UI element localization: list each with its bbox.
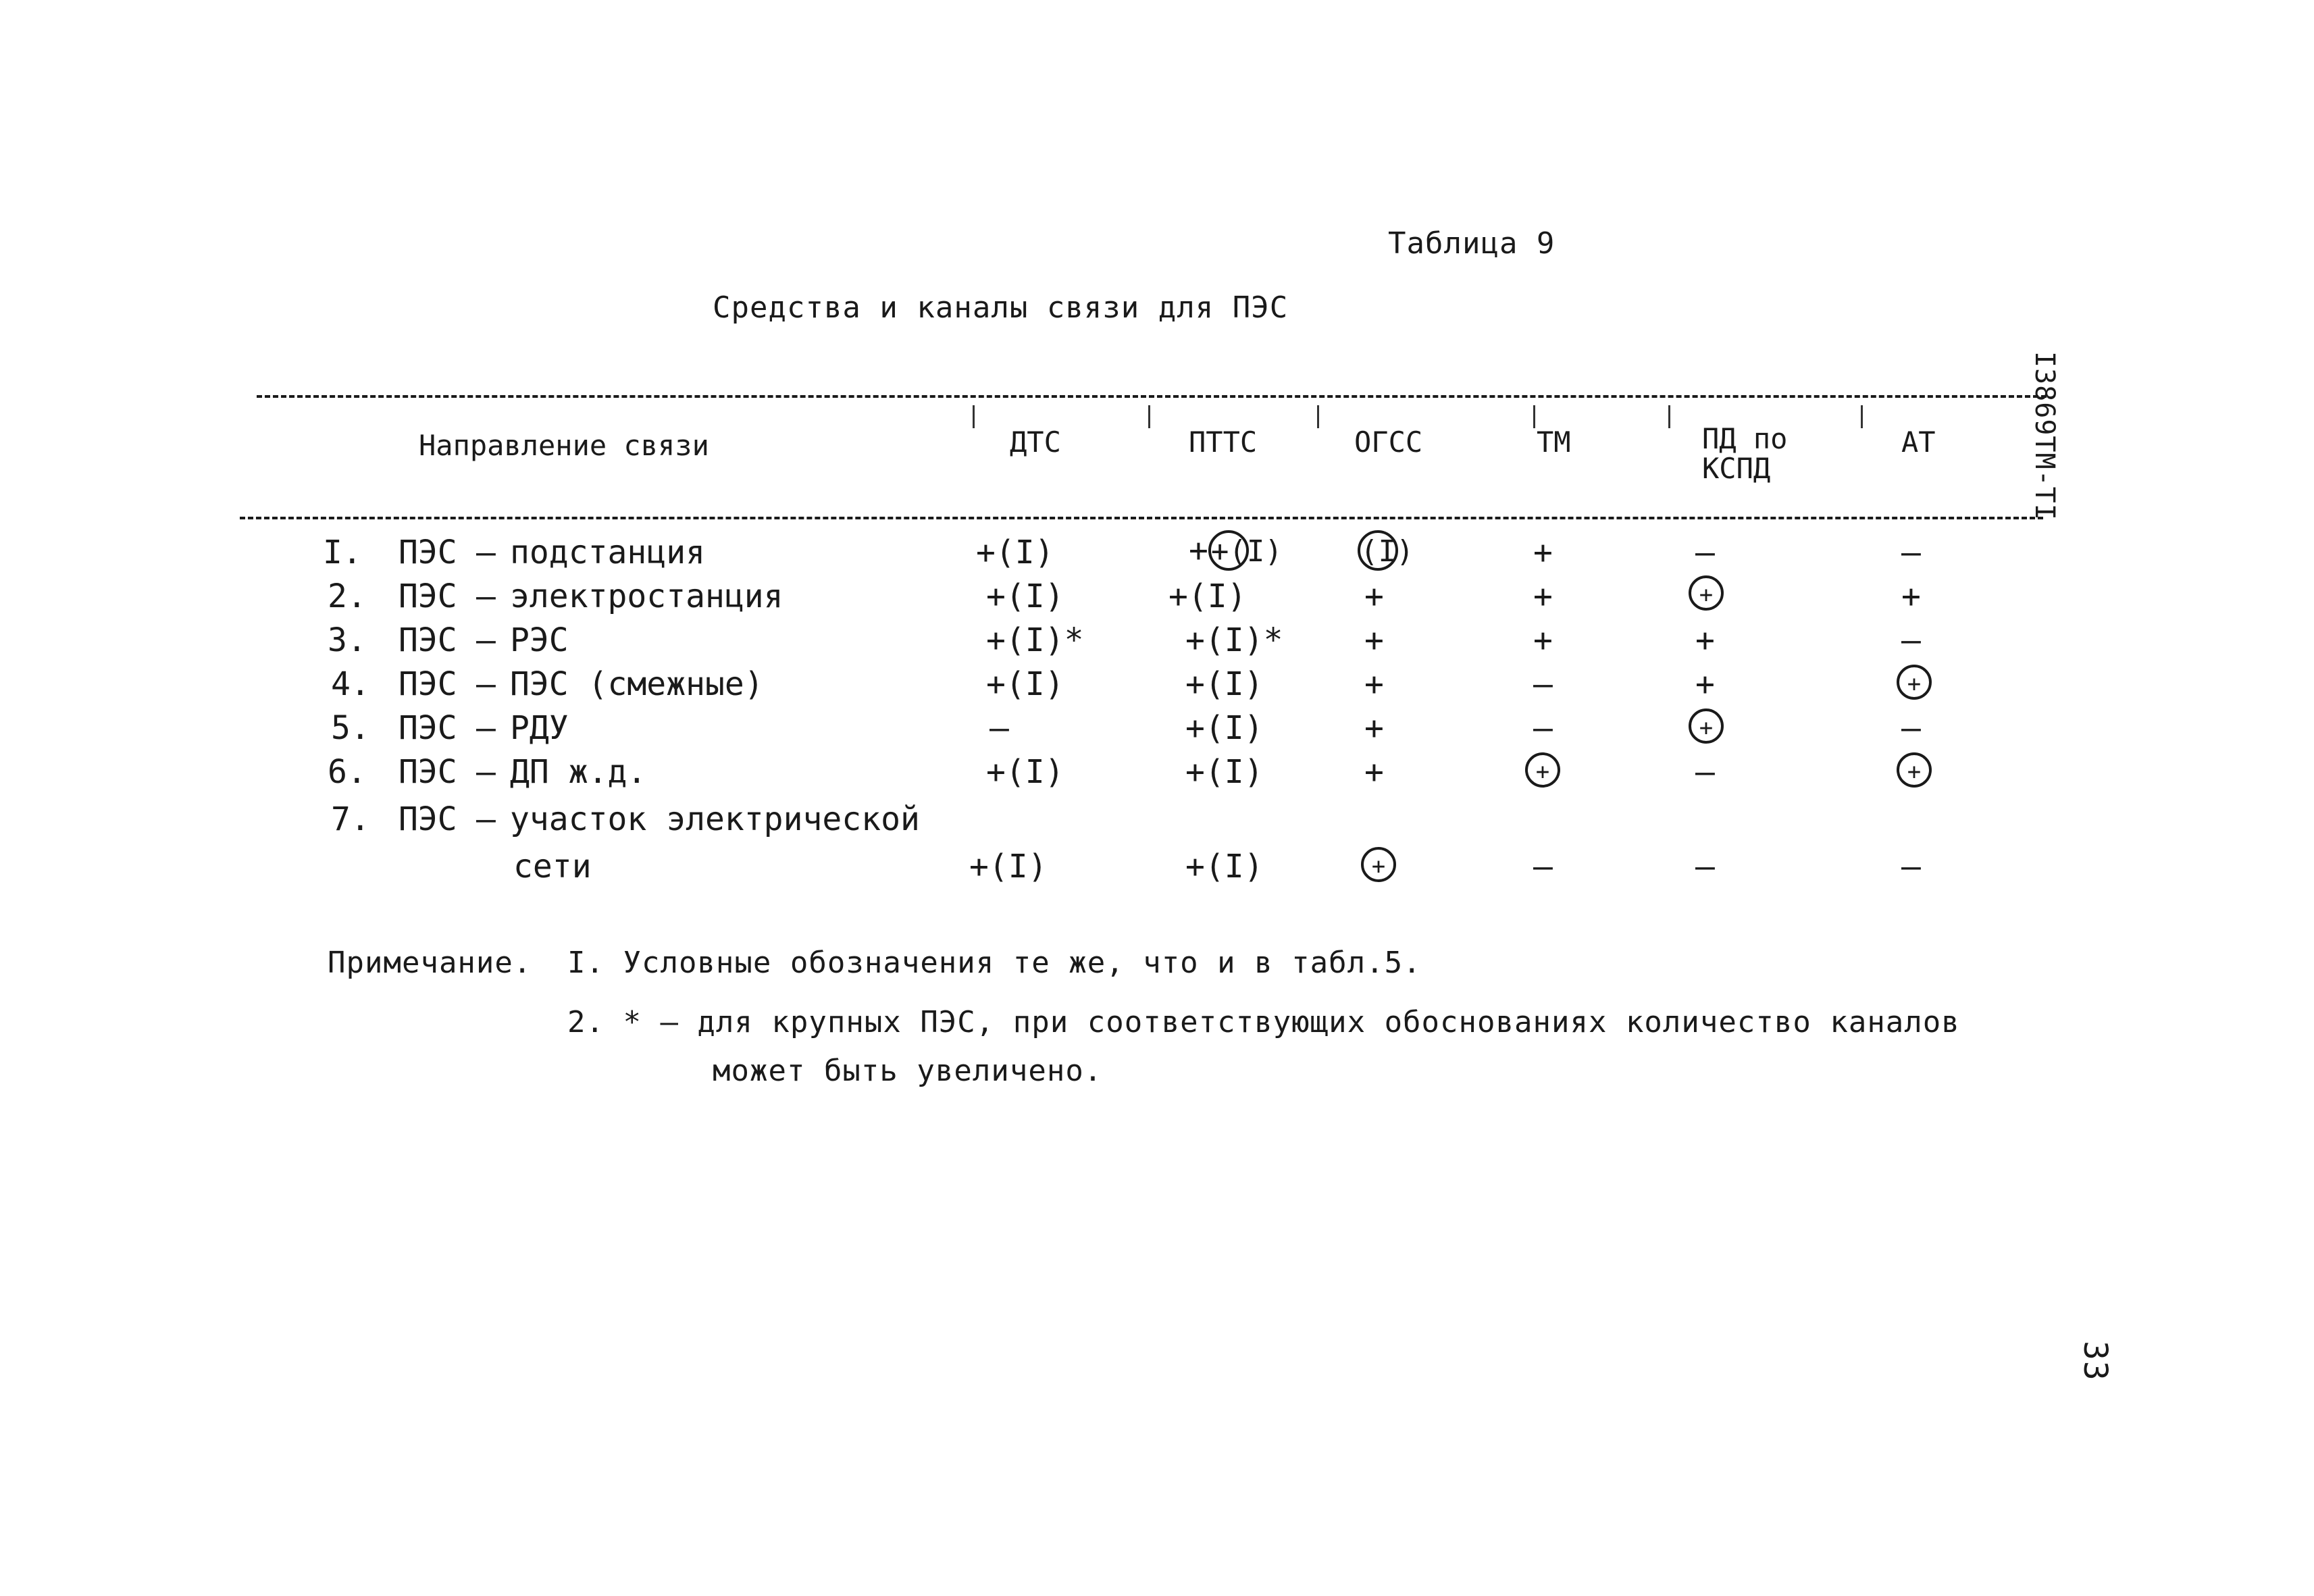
cell-pd (1689, 706, 1724, 744)
cell-dts: +(I)* (986, 621, 1084, 659)
row-number: 7. (331, 800, 370, 838)
note-1: I. Условные обозначения те же, что и в табл.5. (567, 946, 1422, 980)
cell-dts: +(I) (976, 534, 1054, 571)
cell-pd: – (1695, 534, 1715, 571)
row-from: ПЭС (398, 709, 457, 747)
header-at: АТ (1901, 426, 1936, 459)
row-from: ПЭС (398, 753, 457, 791)
cell-tm: + (1533, 534, 1553, 571)
cell-at: – (1901, 534, 1921, 571)
row-dash: – (476, 800, 496, 838)
cell-dts: +(I) (986, 665, 1064, 703)
cell-tm: – (1533, 665, 1553, 703)
table-label: Таблица 9 (1388, 226, 1555, 261)
circled-value: (I) (1358, 530, 1398, 571)
row-dash: – (476, 665, 496, 703)
row-number: 2. (328, 577, 367, 615)
cell-tm: – (1533, 848, 1553, 885)
cell-dts: – (989, 709, 1009, 747)
row-number: 6. (328, 753, 367, 791)
cell-pd: + (1695, 665, 1715, 703)
cell-tm: + (1533, 577, 1553, 615)
row-number: 4. (331, 665, 370, 703)
cell-ptts: +(I) (1185, 848, 1264, 885)
row-dash: – (476, 621, 496, 659)
cell-ptts: +(I) (1185, 753, 1264, 791)
cell-tm: – (1533, 709, 1553, 747)
row-from: ПЭС (398, 577, 457, 615)
note-2-line-2: может быть увеличено. (713, 1054, 1103, 1088)
cell-ogss (1358, 530, 1414, 571)
header-pd-kspd: ПД по КСПД (1702, 422, 1788, 485)
row-from: ПЭС (398, 665, 457, 703)
cell-ptts (1189, 530, 1283, 571)
side-code: I3869TM-TI (2029, 351, 2060, 521)
cell-ogss: + (1364, 665, 1384, 703)
col-sep (1668, 405, 1670, 428)
cell-at (1897, 662, 1932, 700)
cell-ogss: + (1364, 753, 1384, 791)
col-sep (1317, 405, 1319, 428)
cell-pd: + (1695, 621, 1715, 659)
row-to: подстанция (510, 534, 705, 571)
row-from: ПЭС (398, 800, 457, 838)
header-ogss: ОГСС (1354, 426, 1423, 459)
cell-at: – (1901, 621, 1921, 659)
plus-sign: + (1189, 532, 1208, 569)
row-to: электростанция (510, 577, 783, 615)
cell-at: – (1901, 709, 1921, 747)
circled-value: + (1525, 752, 1560, 788)
notes-label: Примечание. (328, 946, 532, 980)
circled-value: + (1689, 575, 1724, 611)
circled-value: + (1689, 709, 1724, 744)
cell-ogss (1361, 844, 1396, 882)
col-sep (973, 405, 975, 428)
cell-pd: – (1695, 848, 1715, 885)
circled-value: + (1361, 847, 1396, 882)
cell-at: – (1901, 848, 1921, 885)
header-dts: ДТС (1010, 426, 1061, 459)
cell-ptts: +(I)* (1185, 621, 1283, 659)
page-number: 33 (2076, 1341, 2114, 1381)
row-to: ПЭС (смежные) (510, 665, 764, 703)
circled-value: + (1897, 665, 1932, 700)
cell-ogss: + (1364, 709, 1384, 747)
cell-dts: +(I) (986, 753, 1064, 791)
cell-ptts: +(I) (1185, 665, 1264, 703)
cell-dts: +(I) (969, 848, 1048, 885)
cell-at (1897, 750, 1932, 788)
row-to: РЭС (510, 621, 569, 659)
cell-at: + (1901, 577, 1921, 615)
row-to: ДП ж.д. (510, 753, 647, 791)
row-number: 3. (328, 621, 367, 659)
row-from: ПЭС (398, 534, 457, 571)
header-tm: ТМ (1537, 426, 1571, 459)
cell-tm: + (1533, 621, 1553, 659)
row-number: I. (323, 534, 362, 571)
row-from: ПЭС (398, 621, 457, 659)
cell-ogss: + (1364, 577, 1384, 615)
col-sep (1148, 405, 1150, 428)
row-to: РДУ (510, 709, 569, 747)
row-number: 5. (331, 709, 370, 747)
table-top-rule (257, 395, 2047, 398)
header-direction: Направление связи (419, 429, 709, 462)
note-2-line-1: 2. * – для крупных ПЭС, при соответствующих обоснованиях количество каналов (567, 1005, 1960, 1039)
row-to-continued: сети (513, 848, 592, 885)
col-sep (1861, 405, 1863, 428)
cell-dts: +(I) (986, 577, 1064, 615)
col-sep (1533, 405, 1535, 428)
header-ptts: ПТТС (1189, 426, 1258, 459)
circled-value: + (1897, 752, 1932, 788)
row-dash: – (476, 709, 496, 747)
cell-tm (1525, 750, 1560, 788)
circled-value: +(I) (1208, 530, 1249, 571)
table-header-rule (240, 517, 2043, 519)
row-dash: – (476, 534, 496, 571)
cell-pd: – (1695, 753, 1715, 791)
cell-ptts: +(I) (1185, 709, 1264, 747)
table-caption: Средства и каналы связи для ПЭС (713, 290, 1289, 325)
cell-ogss: + (1364, 621, 1384, 659)
cell-ptts: +(I) (1168, 577, 1247, 615)
row-dash: – (476, 577, 496, 615)
cell-pd (1689, 573, 1724, 611)
row-dash: – (476, 753, 496, 791)
row-to: участок электрической (510, 800, 920, 838)
